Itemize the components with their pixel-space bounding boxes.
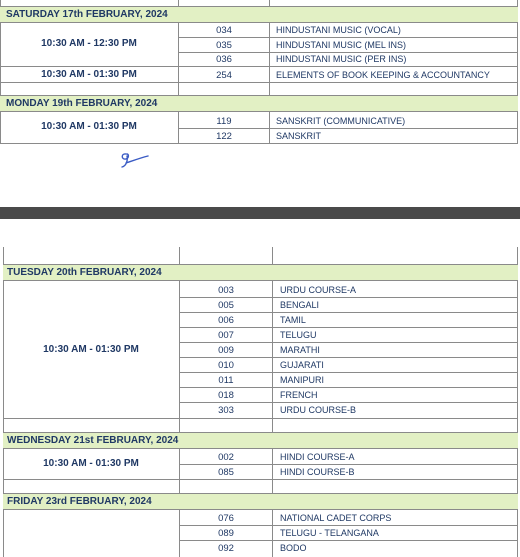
subject-name: SANSKRIT (276, 131, 322, 141)
date-header-row (3, 432, 518, 449)
date-header-row (3, 264, 518, 281)
subject-code: 018 (218, 390, 234, 401)
subject-name: BENGALI (280, 300, 320, 310)
subject-code: 002 (218, 452, 234, 463)
subject-code: 035 (216, 40, 232, 51)
subject-code: 006 (218, 315, 234, 326)
date-header-row (0, 6, 518, 23)
grid-line (0, 143, 518, 144)
exam-time: 10:30 AM - 01:30 PM (41, 69, 137, 80)
subject-code: 007 (218, 330, 234, 341)
signature-mark (118, 148, 152, 170)
subject-code: 005 (218, 300, 234, 311)
exam-time: 10:30 AM - 01:30 PM (43, 458, 139, 469)
grid-line (179, 525, 518, 526)
subject-name: MANIPURI (280, 375, 325, 385)
datesheet-page-2 (0, 219, 520, 557)
grid-line (3, 418, 518, 419)
subject-code: 085 (218, 467, 234, 478)
subject-code: 034 (216, 25, 232, 36)
subject-name: HINDI COURSE-B (280, 467, 355, 477)
subject-code: 254 (216, 70, 232, 81)
grid-line (179, 372, 518, 373)
grid-line (178, 37, 518, 38)
date-header-row (3, 493, 518, 510)
date-label: TUESDAY 20th FEBRUARY, 2024 (7, 267, 162, 278)
grid-line (0, 66, 518, 67)
date-header-row (0, 95, 518, 112)
grid-line (179, 312, 518, 313)
grid-line (179, 342, 518, 343)
grid-line (179, 327, 518, 328)
grid-line (178, 128, 518, 129)
subject-name: ELEMENTS OF BOOK KEEPING & ACCOUNTANCY (276, 70, 490, 80)
grid-line (178, 52, 518, 53)
subject-name: SANSKRIT (COMMUNICATIVE) (276, 116, 406, 126)
grid-line (179, 402, 518, 403)
subject-code: 303 (218, 405, 234, 416)
grid-line (3, 247, 4, 557)
subject-name: URDU COURSE-B (280, 405, 357, 415)
subject-code: 003 (218, 285, 234, 296)
date-label: FRIDAY 23rd FEBRUARY, 2024 (7, 496, 152, 507)
subject-name: GUJARATI (280, 360, 324, 370)
subject-name: TELUGU - TELANGANA (280, 528, 379, 538)
subject-name: BODO (280, 543, 307, 553)
datesheet-page-1 (0, 0, 520, 207)
date-label: MONDAY 19th FEBRUARY, 2024 (6, 98, 158, 109)
subject-code: 011 (218, 375, 234, 386)
subject-name: HINDI COURSE-A (280, 452, 355, 462)
subject-name: HINDUSTANI MUSIC (MEL INS) (276, 40, 407, 50)
grid-line (179, 387, 518, 388)
exam-time: 10:30 AM - 01:30 PM (41, 121, 137, 132)
exam-time: 10:30 AM - 12:30 PM (41, 38, 137, 49)
subject-name: MARATHI (280, 345, 320, 355)
subject-name: URDU COURSE-A (280, 285, 357, 295)
subject-code: 092 (218, 543, 234, 554)
subject-code: 089 (218, 528, 234, 539)
subject-code: 122 (216, 131, 232, 142)
grid-line (179, 464, 518, 465)
subject-code: 076 (218, 513, 234, 524)
grid-line (0, 82, 518, 83)
subject-name: FRENCH (280, 390, 318, 400)
date-label: SATURDAY 17th FEBRUARY, 2024 (6, 9, 168, 20)
subject-name: HINDUSTANI MUSIC (PER INS) (276, 54, 407, 64)
grid-line (179, 540, 518, 541)
grid-line (179, 357, 518, 358)
subject-code: 036 (216, 54, 232, 65)
exam-time: 10:30 AM - 01:30 PM (43, 344, 139, 355)
subject-code: 119 (216, 116, 232, 127)
grid-line (179, 297, 518, 298)
date-label: WEDNESDAY 21st FEBRUARY, 2024 (7, 435, 179, 446)
subject-name: TAMIL (280, 315, 306, 325)
subject-name: TELUGU (280, 330, 317, 340)
grid-line (3, 479, 518, 480)
subject-code: 010 (218, 360, 234, 371)
page-separator (0, 207, 520, 219)
subject-code: 009 (218, 345, 234, 356)
subject-name: NATIONAL CADET CORPS (280, 513, 392, 523)
subject-name: HINDUSTANI MUSIC (VOCAL) (276, 25, 401, 35)
